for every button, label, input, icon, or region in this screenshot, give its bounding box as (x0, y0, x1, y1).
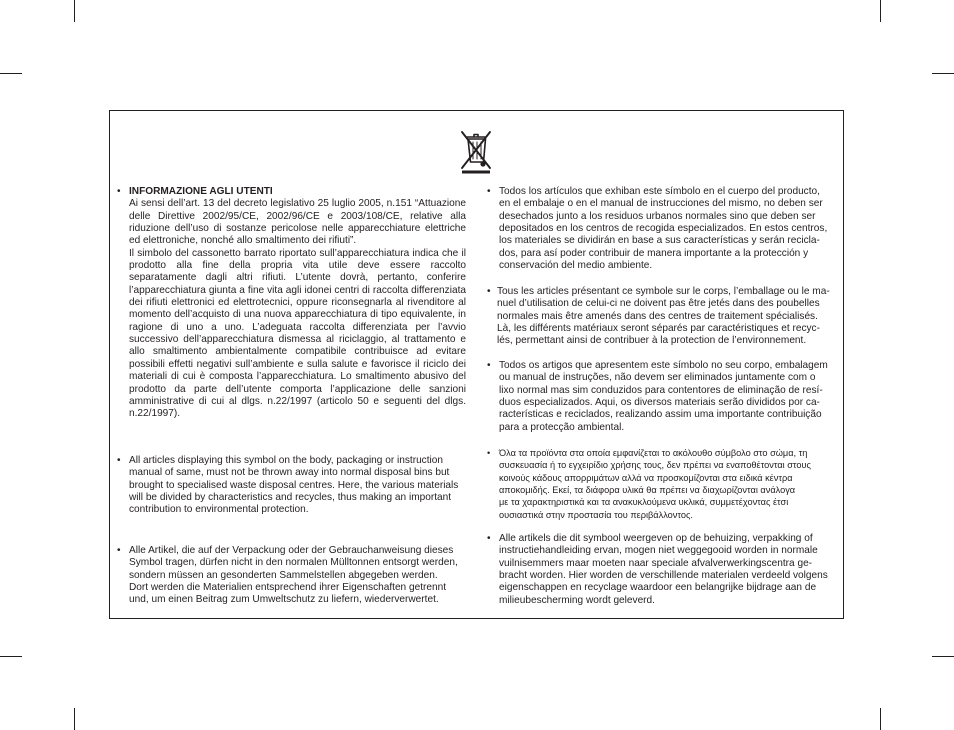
dutch-line: vuilnisemmers maar moeten naar speciale afvalverwerkingscentra ge- (499, 557, 813, 569)
dutch-line: instructiehandleiding ervan, mogen niet weggegooid worden in normale (499, 545, 818, 557)
crop-mark (74, 0, 75, 22)
french-line: lés, permettant ainsi de contribuer à la protection de l’environnement. (497, 335, 807, 347)
spanish-line: conservación del medio ambiente. (499, 260, 653, 272)
greek-line: συσκευασία ή το εγχειρίδιο χρήσης τους, δεν πρέπει να εναποθέτονται στους (499, 460, 811, 471)
spanish-line: desechados junto a los residuos urbanos normales sino que deben ser (499, 210, 816, 222)
greek-section (487, 447, 837, 521)
german-section (117, 545, 466, 607)
dutch-section (487, 533, 837, 607)
crop-mark (932, 656, 954, 657)
english-line: contribution to environmental protection. (129, 504, 309, 516)
greek-line: αποκομιδής. Εκεί, τα διάφορα υλικά θα πρέπει να διαχωρίζονται ανάλογα (499, 485, 796, 496)
portuguese-line: para a protecção ambiental. (499, 421, 625, 433)
bullet: • (487, 448, 491, 458)
italian-paragraph-1: Ai sensi dell’art. 13 del decreto legislativo 25 luglio 2005, n.151 “Attuazione delle Direttive 2002/95/CE, 2002/96/CE e 2003/108/CE, relative alla riduzione dell’uso di sostanze pericolose nelle apparecchiature elettriche ed elettroniche, nonché allo smaltimento dei rifiuti”. (129, 198, 466, 247)
crop-mark (880, 0, 881, 22)
italian-section (117, 186, 466, 421)
english-line: All articles displaying this symbol on the body, packaging or instruction (129, 455, 443, 466)
german-line: und, um einen Beitrag zum Umweltschutz zu liefern, wiederverwertet. (129, 594, 439, 606)
spanish-line: los materiales se dividirán en base a sus características y serán recicla- (499, 235, 820, 247)
french-line: Tous les articles présentant ce symbole sur le corps, l’emballage ou le ma- (497, 286, 830, 297)
bullet: • (117, 186, 121, 197)
english-line: will be divided by characteristics and recycles, thus making an important (129, 492, 452, 504)
spanish-line: Todos los artículos que exhiban este símbolo en el cuerpo del producto, (499, 186, 820, 197)
bullet: • (487, 360, 491, 371)
bullet: • (117, 455, 121, 466)
bullet: • (487, 533, 491, 544)
german-line: Alle Artikel, die auf der Verpackung oder der Gebrauchanweisung dieses (129, 545, 454, 556)
crop-mark (932, 73, 954, 74)
crop-mark (880, 708, 881, 730)
french-line: normales mais être amenés dans des centres de traitement spécialisés. (497, 310, 818, 322)
french-line: nuel d’utilisation de celui-ci ne doivent pas être jetés dans des poubelles (497, 298, 820, 310)
crop-mark (74, 708, 75, 730)
portuguese-line: duos especializados. Aqui, os diversos materiais serão divididos por ca- (499, 397, 820, 409)
dutch-line: bracht worden. Hier worden de verschillende materialen verdeeld volgens (499, 570, 828, 582)
spanish-section (487, 186, 837, 272)
bullet: • (487, 186, 491, 197)
spanish-line: dos, para así poder contribuir de manera importante a la protección y (499, 247, 809, 259)
spanish-line: en el embalaje o en el manual de instrucciones del mismo, no deben ser (499, 198, 823, 210)
crossed-out-wheelie-bin-icon (458, 128, 494, 174)
dutch-line: eigenschappen en recyclage waardoor een belangrijke bijdrage aan de (499, 582, 817, 594)
portuguese-line: lixo normal mas sim conduzidos para contentores de eliminação de resí- (499, 384, 823, 396)
dutch-line: Alle artikels die dit symbool weergeven op de behuizing, verpakking of (499, 533, 813, 544)
bullet: • (117, 545, 121, 556)
german-line: Symbol tragen, dürfen nicht in den normalen Mülltonnen entsorgt werden, (129, 557, 458, 569)
portuguese-line: racterísticas e reciclados, realizando assim uma importante contribuição (499, 409, 822, 421)
english-line: manual of same, must not be thrown away into normal disposal bins but (129, 467, 450, 479)
portuguese-line: ou manual de instruções, não devem ser eliminados juntamente com o (499, 372, 816, 384)
crop-mark (0, 656, 22, 657)
greek-line: Όλα τα προϊόντα στα οποία εμφανίζεται το ακόλουθο σύμβολο στο σώμα, τη (499, 448, 808, 458)
german-line: Dort werden die Materialien entsprechend ihrer Eigenschaften getrennt (129, 582, 447, 594)
english-section (117, 455, 466, 517)
italian-heading: INFORMAZIONE AGLI UTENTI (129, 186, 273, 197)
italian-paragraph-2: Il simbolo del cassonetto barrato riportato sull’apparecchiatura indica che il prodotto alla fine della propria vita utile deve essere raccolto separatamente dagli altri rifiuti. L’utente dovrà, pertanto, conferire l’apparecchiatura giunta a fine vita agli idonei centri di raccolta differenziata dei rifiuti elettronici ed elettrotecnici, oppure riconsegnarla al rivenditore al momento dell’acquisto di una nuova apparecchiatura di tipo equivalente, in ragione di uno a uno. L’adeguata raccolta differenziata per l’avvio successivo dell’apparecchiatura dismessa al riciclaggio, al trattamento e allo smaltimento ambientalmente compatibile contribuisce ad evitare possibili effetti negativi sull’ambiente e sulla salute e favorisce il riciclo dei materiali di cui è composta l’apparecchiatura. Lo smaltimento abusivo del prodotto da parte dell’utente comporta l’applicazione delle sanzioni amministrative di cui al dlgs. n.22/1997 (articolo 50 e seguenti del dlgs. n.22/1997). (129, 247, 466, 420)
french-line: Là, les différents matériaux seront séparés par caractéristiques et recyc- (497, 323, 820, 335)
english-line: brought to specialised waste disposal centres. Here, the various materials (129, 479, 459, 491)
greek-line: με τα χαρακτηριστικά και τα ανακυκλούμενα υκλικά, συμμετέχοντας έτσι (499, 497, 789, 508)
spanish-line: depositados en los centros de recogida especializados. En estos centros, (499, 223, 828, 235)
crop-mark (0, 73, 22, 74)
bullet: • (487, 286, 491, 297)
portuguese-line: Todos os artigos que apresentem este símbolo no seu corpo, embalagem (499, 360, 828, 371)
greek-line: ουσιαστικά στην προστασία του περιβάλλοντος. (499, 509, 693, 520)
dutch-line: milieubescherming wordt geleverd. (499, 594, 655, 606)
french-section (487, 286, 837, 348)
german-line: sondern müssen an gesonderten Sammelstellen abgegeben werden. (129, 569, 438, 581)
greek-line: κοινούς κάδους απορριμάτων αλλά να προσκομίζονται στα ειδικά κέντρα (499, 472, 793, 483)
portuguese-section (487, 360, 837, 434)
